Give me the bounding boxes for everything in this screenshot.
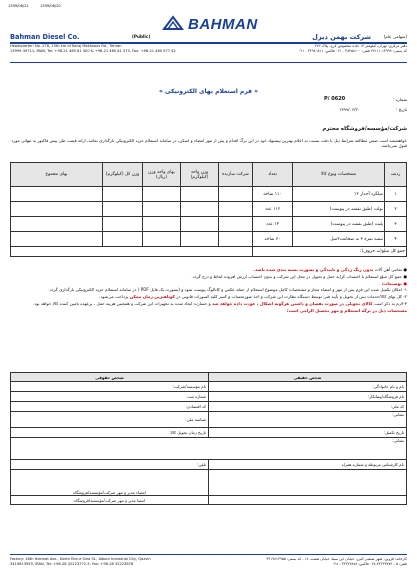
company-name-en: Bahman Diesel Co. (10, 33, 80, 41)
items-header-row (11, 163, 407, 187)
recipient-label: شرکت/مؤسسه/فروشگاه محترم (322, 126, 407, 132)
conditions-title: مشخصات ذیل در برگه استعلام و مهر تحصیل الزامی است: (286, 307, 407, 313)
table-row (11, 402, 407, 412)
cell-qty (253, 217, 293, 232)
qty-value: ۱۱۲ (273, 206, 281, 212)
cell-total-weight[interactable] (103, 232, 143, 247)
table-row (11, 382, 407, 392)
cell-total-price[interactable] (11, 217, 103, 232)
cell-total-weight[interactable] (103, 217, 143, 232)
field-full-name[interactable]: نام و نام خانوادگی: (209, 382, 407, 392)
qty-unit: عدد (265, 221, 273, 227)
postal-en: 13999-39711, IRAN, Tel: +98-21 480 81 400 & +98-21 480 81 570, Fax: +98-21 480 977 42 (10, 49, 176, 53)
cell-row: ۲ (385, 202, 407, 217)
col-unit-price: بهای واحد وزن (ریال) (143, 163, 181, 187)
intro-paragraph: خواهشمند است ضمن مطالعه شرایط ذیل با دقت نسبت به اعلام بهترین پیشنهاد خود در این برگ اقدام و پس از مهر امضاء و اسکن، در سامانه استعلام خرید الکترونیکی بارگذاری نمائید، ارائه قیمت طی پیش فاکتور به تنهائی مورد قبول نمی‌باشد. (11, 138, 407, 149)
cell-desc: میلگرد آجدار ۱۲ (293, 187, 385, 202)
cell-weight[interactable] (181, 217, 219, 232)
qty-value: ۱۴ (274, 221, 279, 227)
cell-weight[interactable] (181, 187, 219, 202)
cell-desc: پلیت (طبق نقشه در پیوست) (293, 217, 385, 232)
table-row (11, 232, 407, 247)
note-line-2 (10, 294, 407, 299)
note-line-1: ۱- امکان تکمیل شده این فرم پس از مهر و امضاء مجاز و مشخصات کامل موضوع استعلام از جمله عکس و کاتالوگ پیوست شود و (بصورت یک فایل PDF ) در سامانه استعلام خرید الکترونیکی بارگذاری گردد. (48, 287, 407, 293)
signature-caption-legal: امضا مدیر و مهر شرکت/مؤسسه/فروشگاه (11, 496, 209, 505)
table-row (11, 470, 407, 496)
col-desc: مشخصات ونوع کالا (293, 163, 385, 187)
items-table (10, 162, 407, 257)
header-date-2: 1399/06/20 (40, 4, 61, 8)
form-date-value: ۱۳۹۹/۰۶/۲۰ (339, 107, 360, 112)
cell-row: ۳ (385, 217, 407, 232)
qty-value: ۳۰ (275, 236, 281, 242)
table-row (11, 438, 407, 460)
footer (10, 556, 407, 574)
cell-maker[interactable] (219, 232, 253, 247)
col-weight: وزن واحد (کیلوگرم) (181, 163, 219, 187)
table-row (11, 496, 407, 505)
table-row (11, 412, 407, 428)
qty-unit: شاخه (264, 236, 275, 242)
cell-unit-price[interactable] (143, 202, 181, 217)
field-national-id[interactable]: شناسه ملی: (11, 412, 209, 428)
cell-qty (253, 202, 293, 217)
signature-box-real[interactable] (209, 470, 407, 496)
footer-phone-fa: تلفن: ۵ - ۳۲۲۲۳۷۷۲-۰۲۸ فاکس: ۳۲۲۲۳۸۷۸ - ۰۲۸ (332, 562, 407, 566)
address-en: Headquarter: No. 276, 13th km of Karaj Makhsous Rd., Tehran (10, 44, 122, 48)
note-text: ● تمامی آهن آلات (373, 267, 407, 272)
field-national-code[interactable]: کد ملی: (209, 402, 407, 412)
header-date-1: 1399/06/22 (8, 4, 29, 8)
sum-label: جمع کل مبلغ(به حروف): (253, 247, 407, 257)
col-row: ردیف (385, 163, 407, 187)
note-bullet-2: ● جمع کل مبلغ استعلام با احتساب کرایه حمل و تحویل در محل این شرکت و بدون احتساب ارزش افزوده لحاظ و درج گردد. (191, 273, 407, 279)
col-qty: تعداد (253, 163, 293, 187)
header-address (10, 43, 407, 61)
cell-desc: بولت (طبق نقشه در پیوست) (293, 202, 385, 217)
postal-fa: کد پستی: ۱۳۹۹۹-۳۷۱۱۱ تلفن: ۴۸۴۵۸۱۰۰ - ۰۲۱ فاکس: ۴۴۹۸۰۵۱۱ - ۰۲۱ (298, 49, 407, 53)
cell-unit-price[interactable] (143, 232, 181, 247)
cell-qty (253, 232, 293, 247)
table-row (11, 392, 407, 402)
cell-row: ۱ (385, 187, 407, 202)
cell-total-price[interactable] (11, 232, 103, 247)
note-text: ۳-لازم به ذکر است (372, 300, 407, 306)
cell-maker[interactable] (219, 202, 253, 217)
header-rule-2 (10, 62, 407, 63)
field-phone[interactable]: تلفن: (11, 460, 209, 470)
table-row (11, 217, 407, 232)
form-number-value: P/ 0620 (324, 96, 346, 102)
table-row (11, 187, 407, 202)
col-total-price: بهای مجموع (11, 163, 103, 187)
note-bullet-1 (10, 267, 407, 272)
bahman-logo-icon (162, 15, 184, 31)
cell-maker[interactable] (219, 217, 253, 232)
cell-desc: نبشه نمره ۳ به ضخامت۳میل (293, 232, 385, 247)
footer-contact-en: 3419813955, IRAN, Tel: +98-28 32223772-5, Fax: +98-28 32223878 (10, 562, 134, 566)
logo-wordmark: BAHMAN (188, 16, 258, 33)
address-fa: دفتر مرکزی: تهران، کیلومتر ۱۳ جاده مخصوص کرج، پلاک ۲۷۶ (314, 44, 407, 48)
col-maker: شرکت سازنده (219, 163, 253, 187)
field-address-real[interactable]: نشانی: (209, 412, 407, 428)
note-text: ۲- کل بهای کالا/خدمات پس از تحویل و تأیید فنی توسط دستگاه نظارت این شرکت و اخذ صورتحساب و کسر کلیه کسورات قانونی در (175, 294, 407, 300)
field-economic-code[interactable]: کد اقتصادی: (11, 402, 209, 412)
cell-maker[interactable] (219, 187, 253, 202)
note-text: و خسارت ایجاد شده به تجهیزات این شرکت و همچنین هزینه حمل ، برعهده تامین کننده کالا خواهد بود. (33, 300, 212, 306)
field-completion-date[interactable]: تاریخ تکمیل: (209, 428, 407, 438)
table-row (11, 202, 407, 217)
qty-unit: شاخه (263, 191, 274, 197)
cell-qty (253, 187, 293, 202)
table-row (11, 428, 407, 438)
cell-total-price[interactable] (11, 187, 103, 202)
note-line-3 (10, 301, 407, 306)
cell-row: ۴ (385, 232, 407, 247)
cell-weight[interactable] (181, 202, 219, 217)
cell-unit-price[interactable] (143, 217, 181, 232)
company-name-fa: شرکت بهمن دیزل (312, 33, 371, 41)
notes-section (10, 267, 407, 315)
signature-caption-real (209, 496, 407, 505)
field-company-name[interactable]: نام مؤسسه/شرکت: (11, 382, 209, 392)
qty-unit: عدد (264, 206, 272, 212)
form-title: « فرم استعلام بهای الکترونیکی » (159, 88, 258, 95)
note-red-text: کوتاهترین زمان ممکن (129, 294, 176, 300)
table-row (11, 460, 407, 470)
cell-total-price[interactable] (11, 202, 103, 217)
qty-value: ۱۱۰ (274, 191, 282, 197)
public-tag-en: (Public) (132, 34, 151, 39)
cell-unit-price[interactable] (143, 187, 181, 202)
sum-value-cell[interactable] (11, 247, 253, 257)
supplier-info-table (10, 372, 407, 505)
public-tag-fa: (سهامی عام) (383, 34, 407, 39)
field-expert-name[interactable]: نام کارشناس مربوطه و شماره همراه (209, 460, 407, 470)
note-heading: ● توضیحات: (381, 280, 407, 286)
field-address[interactable]: نشانی: (11, 438, 407, 460)
cell-weight[interactable] (181, 232, 219, 247)
footer-address-fa: کارخانه: قزوین، شهر صنعتی البرز، خیابان ابن سینا، خیابان هتمت، ۱۸ ، کد پستی: ۳۴۱۹۸۱۳۹۵۵ (266, 557, 407, 561)
cell-total-weight[interactable] (103, 187, 143, 202)
signature-box-legal[interactable] (11, 470, 209, 496)
company-logo (160, 13, 260, 33)
sum-row (11, 247, 407, 257)
signature-label: امضاء مدیر و مهر شرکت/مؤسسه/فروشگاه (73, 490, 146, 495)
note-red-text: کالای تحویلی در صورت نقصان و داشتن هرگونه اشکال ، عودت داده خواهد شد (211, 300, 373, 306)
form-number-label: شماره : (392, 97, 407, 102)
field-delivery-date[interactable]: تاریخ زمان تحویل کالا: (11, 428, 209, 438)
field-registration-number[interactable]: شماره ثبت: (11, 392, 209, 402)
footer-factory-en: Factory: 18th Hekmat Ave., North Ebn-e Sina St., Alborz Industrial City, Qazvin (10, 557, 151, 561)
header-dates (8, 4, 408, 12)
form-date-label: تاریخ : (395, 107, 407, 112)
footer-rule (10, 554, 407, 555)
supplier-header-row (11, 373, 407, 382)
col-legal-person: شخص حقوقی (11, 373, 209, 382)
note-text: پرداخت می‌شود. (99, 294, 130, 300)
cell-total-weight[interactable] (103, 202, 143, 217)
col-real-person: شخص حقیقی (209, 373, 407, 382)
field-store-name[interactable]: نام فروشگاه/پیمانکار: (209, 392, 407, 402)
col-total-weight: وزن کل (کیلوگرم) (103, 163, 143, 187)
note-red-text: بدون زنگ زدگی و تابیدگی و بصورت بسته بندی شده باشد. (253, 267, 374, 272)
